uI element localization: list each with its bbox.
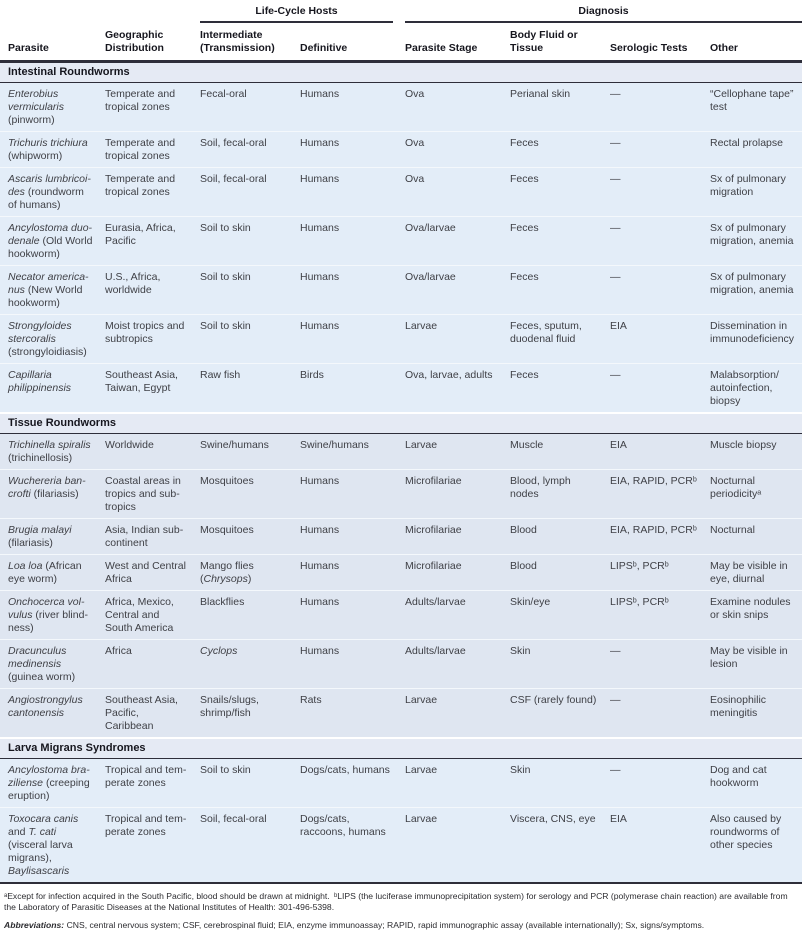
table-cell: West and Central Africa xyxy=(105,555,200,591)
table-row xyxy=(0,640,802,689)
table-cell: Temperate and tropical zones xyxy=(105,132,200,168)
table-cell: Sx of pulmonary migration xyxy=(710,168,802,217)
table-cell: Soil to skin xyxy=(200,315,300,364)
table-cell: Humans xyxy=(300,266,405,315)
table-cell: Larvae xyxy=(405,315,510,364)
table-cell: Rats xyxy=(300,689,405,739)
col-header-intermediate-transmission: Intermediate (Transmission) xyxy=(200,23,300,62)
table-cell: — xyxy=(610,132,710,168)
table-cell: Southeast Asia, Taiwan, Egypt xyxy=(105,364,200,414)
table-cell: Larvae xyxy=(405,689,510,739)
table-cell: U.S., Africa, worldwide xyxy=(105,266,200,315)
table-row xyxy=(0,168,802,217)
table-row xyxy=(0,217,802,266)
table-row xyxy=(0,689,802,739)
table-cell: Perianal skin xyxy=(510,83,610,132)
table-cell: Feces, sputum, duodenal fluid xyxy=(510,315,610,364)
table-cell: Feces xyxy=(510,266,610,315)
table-cell: Cyclops xyxy=(200,640,300,689)
table-cell: Blackflies xyxy=(200,591,300,640)
table-cell: Skin xyxy=(510,640,610,689)
group-header-diagnosis xyxy=(405,2,802,23)
table-cell: Feces xyxy=(510,364,610,414)
table-cell: Muscle xyxy=(510,434,610,470)
section-header: Tissue Roundworms xyxy=(0,413,802,434)
table-cell: Blood, lymph nodes xyxy=(510,470,610,519)
table-cell: Microfilariae xyxy=(405,519,510,555)
table-row xyxy=(0,591,802,640)
table-cell: Worldwide xyxy=(105,434,200,470)
col-header-parasite-stage: Parasite Stage xyxy=(405,23,510,62)
section-header: Larva Migrans Syndromes xyxy=(0,738,802,759)
table-cell: Onchocerca volvulus (river blindness) xyxy=(0,591,105,640)
table-cell: Loa loa (African eye worm) xyxy=(0,555,105,591)
table-cell: LIPSᵇ, PCRᵇ xyxy=(610,591,710,640)
table-cell: Snails/slugs, shrimp/fish xyxy=(200,689,300,739)
group-header-spacer xyxy=(0,2,200,23)
table-cell: Temperate and tropical zones xyxy=(105,168,200,217)
table-row xyxy=(0,434,802,470)
table-cell: EIA xyxy=(610,315,710,364)
table-cell: Soil, fecal-oral xyxy=(200,168,300,217)
table-row xyxy=(0,470,802,519)
table-cell: Ancylostoma braziliense (creeping eruption) xyxy=(0,759,105,808)
table-cell: Enterobius vermicularis (pinworm) xyxy=(0,83,105,132)
table-cell: Eosinophilic meningitis xyxy=(710,689,802,739)
table-cell: Swine/humans xyxy=(200,434,300,470)
table-cell: Raw fish xyxy=(200,364,300,414)
table-cell: Mosquitoes xyxy=(200,519,300,555)
table-cell: Tropical and temperate zones xyxy=(105,759,200,808)
table-cell: Nocturnal xyxy=(710,519,802,555)
table-cell: Moist tropics and subtropics xyxy=(105,315,200,364)
table-cell: Strongyloides stercoralis (strongyloidiasis) xyxy=(0,315,105,364)
table-cell: Rectal prolapse xyxy=(710,132,802,168)
diagnosis-label: Diagnosis xyxy=(405,5,802,23)
table-cell: Ova xyxy=(405,168,510,217)
table-cell: Birds xyxy=(300,364,405,414)
table-cell: Humans xyxy=(300,168,405,217)
table-cell: Feces xyxy=(510,217,610,266)
table-cell: — xyxy=(610,168,710,217)
table-cell: Muscle biopsy xyxy=(710,434,802,470)
table-cell: Humans xyxy=(300,519,405,555)
table-row xyxy=(0,83,802,132)
table-body xyxy=(0,62,802,884)
table-cell: — xyxy=(610,266,710,315)
table-row xyxy=(0,519,802,555)
table-cell: Temperate and tropical zones xyxy=(105,83,200,132)
table-cell: Humans xyxy=(300,315,405,364)
table-cell: Malabsorption/ autoinfection, biopsy xyxy=(710,364,802,414)
section-header-row xyxy=(0,413,802,434)
table-cell: Ancylostoma duodenale (Old World hookworm) xyxy=(0,217,105,266)
table-cell: — xyxy=(610,689,710,739)
table-cell: CSF (rarely found) xyxy=(510,689,610,739)
table-cell: Adults/larvae xyxy=(405,591,510,640)
table-cell: Larvae xyxy=(405,759,510,808)
table-cell: Larvae xyxy=(405,808,510,884)
table-cell: Dracunculus medinensis (guinea worm) xyxy=(0,640,105,689)
table-cell: Humans xyxy=(300,640,405,689)
table-cell: LIPSᵇ, PCRᵇ xyxy=(610,555,710,591)
table-cell: Humans xyxy=(300,132,405,168)
table-cell: Feces xyxy=(510,132,610,168)
table-cell: — xyxy=(610,83,710,132)
table-cell: Africa xyxy=(105,640,200,689)
table-cell: Humans xyxy=(300,555,405,591)
col-header-serologic-tests: Serologic Tests xyxy=(610,23,710,62)
col-header-other: Other xyxy=(710,23,802,62)
table-row xyxy=(0,808,802,884)
table-cell: Humans xyxy=(300,470,405,519)
table-cell: May be visible in eye, diurnal xyxy=(710,555,802,591)
table-row xyxy=(0,555,802,591)
table-cell: Sx of pulmonary migration, anemia xyxy=(710,217,802,266)
table-cell: Humans xyxy=(300,591,405,640)
table-cell: Soil to skin xyxy=(200,266,300,315)
table-cell: Blood xyxy=(510,555,610,591)
table-cell: Coastal areas in tropics and subtropics xyxy=(105,470,200,519)
section-header-row xyxy=(0,738,802,759)
abbreviations-label: Abbreviations: xyxy=(4,920,65,930)
table-cell: Trichuris trichiura (whipworm) xyxy=(0,132,105,168)
col-header-geographic-distribution: Geographic Distribution xyxy=(105,23,200,62)
table-cell: Soil to skin xyxy=(200,759,300,808)
table-cell: Ova, larvae, adults xyxy=(405,364,510,414)
group-header-row xyxy=(0,2,802,23)
table-cell: Sx of pulmonary migration, anemia xyxy=(710,266,802,315)
table-cell: Dissemination in immunodeficiency xyxy=(710,315,802,364)
table-cell: Ova/larvae xyxy=(405,217,510,266)
table-row xyxy=(0,364,802,414)
table-cell: Ova xyxy=(405,83,510,132)
table-cell: — xyxy=(610,759,710,808)
table-cell: Necator americanus (New World hookworm) xyxy=(0,266,105,315)
parasite-table xyxy=(0,2,802,884)
table-cell: Mosquitoes xyxy=(200,470,300,519)
table-cell: EIA xyxy=(610,808,710,884)
table-cell: Microfilariae xyxy=(405,555,510,591)
table-cell: Eurasia, Africa, Pacific xyxy=(105,217,200,266)
table-cell: Examine nodules or skin snips xyxy=(710,591,802,640)
table-cell: May be visible in lesion xyxy=(710,640,802,689)
table-cell: Dogs/cats, humans xyxy=(300,759,405,808)
table-cell: EIA xyxy=(610,434,710,470)
table-cell: — xyxy=(610,640,710,689)
table-cell: Angiostrongylus cantonensis xyxy=(0,689,105,739)
col-header-parasite: Parasite xyxy=(0,23,105,62)
table-cell: Soil to skin xyxy=(200,217,300,266)
table-cell: Southeast Asia, Pacific, Caribbean xyxy=(105,689,200,739)
table-cell: — xyxy=(610,217,710,266)
table-cell: Viscera, CNS, eye xyxy=(510,808,610,884)
table-cell: Also caused by roundworms of other species xyxy=(710,808,802,884)
table-row xyxy=(0,132,802,168)
table-cell: Blood xyxy=(510,519,610,555)
table-cell: Ascaris lumbricoides (roundworm of humans) xyxy=(0,168,105,217)
table-header xyxy=(0,2,802,62)
section-header: Intestinal Roundworms xyxy=(0,62,802,83)
footnote-abbreviations xyxy=(4,920,798,931)
table-cell: — xyxy=(610,364,710,414)
footnote-general: ᵃExcept for infection acquired in the South Pacific, blood should be drawn at midnight. ᵇLIPS (the luciferase immunoprecipitation system) for serology and PCR (polymerase chain reaction) are available from the Laboratory of Parasitic Diseases at the National Institutes of Health: 301-496-5398. xyxy=(4,891,788,912)
table-row xyxy=(0,759,802,808)
table-cell: Larvae xyxy=(405,434,510,470)
col-header-body-fluid-or-tissue: Body Fluid or Tissue xyxy=(510,23,610,62)
table-cell: Fecal-oral xyxy=(200,83,300,132)
table-row xyxy=(0,266,802,315)
table-cell: Toxocara canis and T. cati (visceral larva migrans), Baylisascaris xyxy=(0,808,105,884)
table-cell: Africa, Mexico, Central and South America xyxy=(105,591,200,640)
table-cell: “Cellophane tape” test xyxy=(710,83,802,132)
column-header-row xyxy=(0,23,802,62)
table-cell: Soil, fecal-oral xyxy=(200,132,300,168)
table-cell: Swine/humans xyxy=(300,434,405,470)
table-cell: Tropical and temperate zones xyxy=(105,808,200,884)
col-header-definitive: Definitive xyxy=(300,23,405,62)
table-cell: Dog and cat hookworm xyxy=(710,759,802,808)
table-cell: Ova xyxy=(405,132,510,168)
table-cell: Brugia malayi (filariasis) xyxy=(0,519,105,555)
table-cell: Humans xyxy=(300,83,405,132)
table-cell: Capillaria philippinensis xyxy=(0,364,105,414)
table-cell: Skin/eye xyxy=(510,591,610,640)
table-cell: Microfilariae xyxy=(405,470,510,519)
table-cell: Humans xyxy=(300,217,405,266)
table-cell: Nocturnal periodicityᵃ xyxy=(710,470,802,519)
table-cell: Adults/larvae xyxy=(405,640,510,689)
abbreviations-text: CNS, central nervous system; CSF, cerebrospinal fluid; EIA, enzyme immunoassay; RAPID, rapid immunographic assay (available internationally); Sx, signs/symptoms. xyxy=(66,920,705,930)
table-cell: Feces xyxy=(510,168,610,217)
footnotes xyxy=(0,884,802,931)
table-cell: Wuchereria bancrofti (filariasis) xyxy=(0,470,105,519)
table-cell: Ova/larvae xyxy=(405,266,510,315)
table-cell: Skin xyxy=(510,759,610,808)
table-cell: Trichinella spiralis (trichinellosis) xyxy=(0,434,105,470)
table-row xyxy=(0,315,802,364)
table-cell: Asia, Indian subcontinent xyxy=(105,519,200,555)
table-cell: Mango flies (Chrysops) xyxy=(200,555,300,591)
group-header-lifecycle-hosts xyxy=(200,2,405,23)
table-cell: Soil, fecal-oral xyxy=(200,808,300,884)
lifecycle-hosts-label: Life-Cycle Hosts xyxy=(200,5,393,23)
section-header-row xyxy=(0,62,802,83)
table-cell: Dogs/cats, raccoons, humans xyxy=(300,808,405,884)
table-cell: EIA, RAPID, PCRᵇ xyxy=(610,519,710,555)
table-cell: EIA, RAPID, PCRᵇ xyxy=(610,470,710,519)
